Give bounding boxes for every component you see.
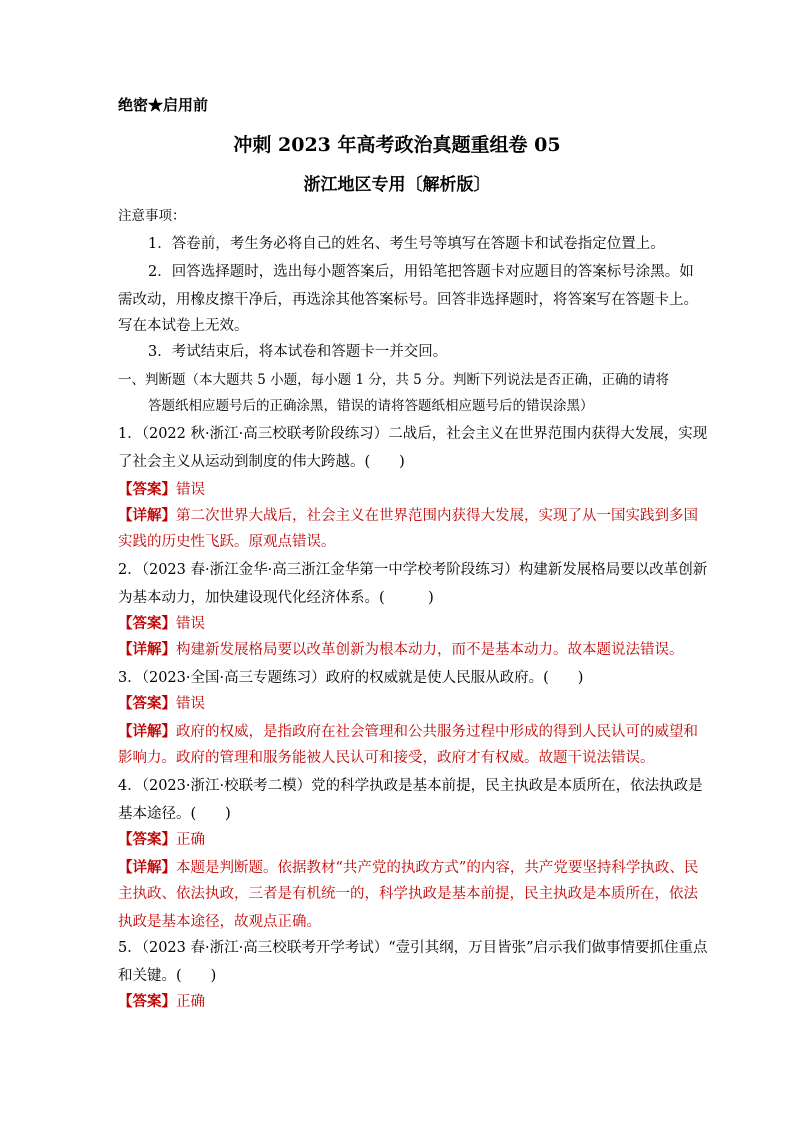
answer-2 <box>118 614 205 634</box>
notice-item-2-line-3: 写在本试卷上无效。 <box>118 318 249 334</box>
notice-item-2-line-2: 需改动，用橡皮擦干净后，再选涂其他答案标号。回答非选择题时，将答案写在答题卡上。 <box>118 292 698 308</box>
answer-tag: 【答案】 <box>118 615 176 632</box>
detail-tag: 【详解】 <box>118 723 176 740</box>
notice-item-1: 1．答卷前，考生务必将自己的姓名、考生号等填写在答题卡和试卷指定位置上。 <box>148 236 665 252</box>
section-heading-line-2: 答题纸相应题号后的正确涂黑，错误的请将答题纸相应题号后的错误涂黑） <box>148 398 594 414</box>
page-subtitle: 浙江地区专用〔解析版〕 <box>303 175 491 195</box>
detail-1-line-1 <box>118 506 698 526</box>
question-1-line-2: 了社会主义从运动到制度的伟大跨越。( ) <box>118 454 405 470</box>
question-1-line-1: 1．（2022 秋·浙江·高三校联考阶段练习）二战后，社会主义在世界范围内获得大发展，实现 <box>118 426 708 442</box>
answer-1 <box>118 480 205 500</box>
answer-value: 错误 <box>176 696 205 712</box>
detail-tag: 【详解】 <box>118 641 176 658</box>
section-heading-line-1: 一、判断题（本大题共 5 小题，每小题 1 分，共 5 分。判断下列说法是否正确，正确的请将 <box>118 372 670 388</box>
answer-tag: 【答案】 <box>118 993 176 1010</box>
question-2-line-1: 2．（2023 春·浙江金华·高三浙江金华第一中学校考阶段练习）构建新发展格局要以改革创新 <box>118 562 708 578</box>
answer-tag: 【答案】 <box>118 831 176 848</box>
answer-value: 错误 <box>176 482 205 498</box>
detail-text: 第二次世界大战后，社会主义在世界范围内获得大发展，实现了从一国实践到多国 <box>176 508 698 524</box>
detail-3-line-1 <box>118 722 698 742</box>
answer-5 <box>118 992 205 1012</box>
detail-tag: 【详解】 <box>118 507 176 524</box>
detail-4-line-3: 执政是基本途径，故观点正确。 <box>118 914 321 930</box>
secret-mark: 绝密★启用前 <box>118 96 209 114</box>
detail-text: 本题是判断题。依据教材“共产党的执政方式”的内容，共产党要坚持科学执政、民 <box>176 860 699 876</box>
question-4-line-2: 基本途径。( ) <box>118 806 231 822</box>
answer-value: 错误 <box>176 616 205 632</box>
question-5-line-2: 和关键。( ) <box>118 968 217 984</box>
question-5-line-1: 5．（2023 春·浙江·高三校联考开学考试）“壹引其纲，万目皆张”启示我们做事情要抓住重点 <box>118 940 708 956</box>
detail-text: 构建新发展格局要以改革创新为根本动力，而不是基本动力。故本题说法错误。 <box>176 642 684 658</box>
detail-4-line-2: 主执政、依法执政，三者是有机统一的，科学执政是基本前提，民主执政是本质所在，依法 <box>118 886 698 902</box>
answer-3 <box>118 694 205 714</box>
notice-item-3: 3．考试结束后，将本试卷和答题卡一并交回。 <box>148 344 448 360</box>
answer-value: 正确 <box>176 994 205 1010</box>
question-4-line-1: 4．（2023·浙江·校联考二模）党的科学执政是基本前提，民主执政是本质所在，依法执政是 <box>118 778 703 794</box>
detail-1-line-2: 实践的历史性飞跃。原观点错误。 <box>118 534 336 550</box>
answer-tag: 【答案】 <box>118 481 176 498</box>
notice-heading: 注意事项： <box>118 208 186 224</box>
answer-4 <box>118 830 205 850</box>
page-title: 冲刺 2023 年高考政治真题重组卷 05 <box>233 134 561 156</box>
detail-4-line-1 <box>118 858 698 878</box>
question-2-line-2: 为基本动力，加快建设现代化经济体系。( ) <box>118 590 434 606</box>
notice-item-2-line-1: 2．回答选择题时，选出每小题答案后，用铅笔把答题卡对应题目的答案标号涂黑。如 <box>148 264 694 280</box>
detail-text: 政府的权威，是指政府在社会管理和公共服务过程中形成的得到人民认可的威望和 <box>176 724 698 740</box>
answer-value: 正确 <box>176 832 205 848</box>
question-3-line-1: 3．（2023·全国·高三专题练习）政府的权威就是使人民服从政府。( ) <box>118 670 584 686</box>
detail-2-line-1 <box>118 640 684 660</box>
detail-3-line-2: 影响力。政府的管理和服务能被人民认可和接受，政府才有权威。故题干说法错误。 <box>118 750 655 766</box>
answer-tag: 【答案】 <box>118 695 176 712</box>
detail-tag: 【详解】 <box>118 859 176 876</box>
